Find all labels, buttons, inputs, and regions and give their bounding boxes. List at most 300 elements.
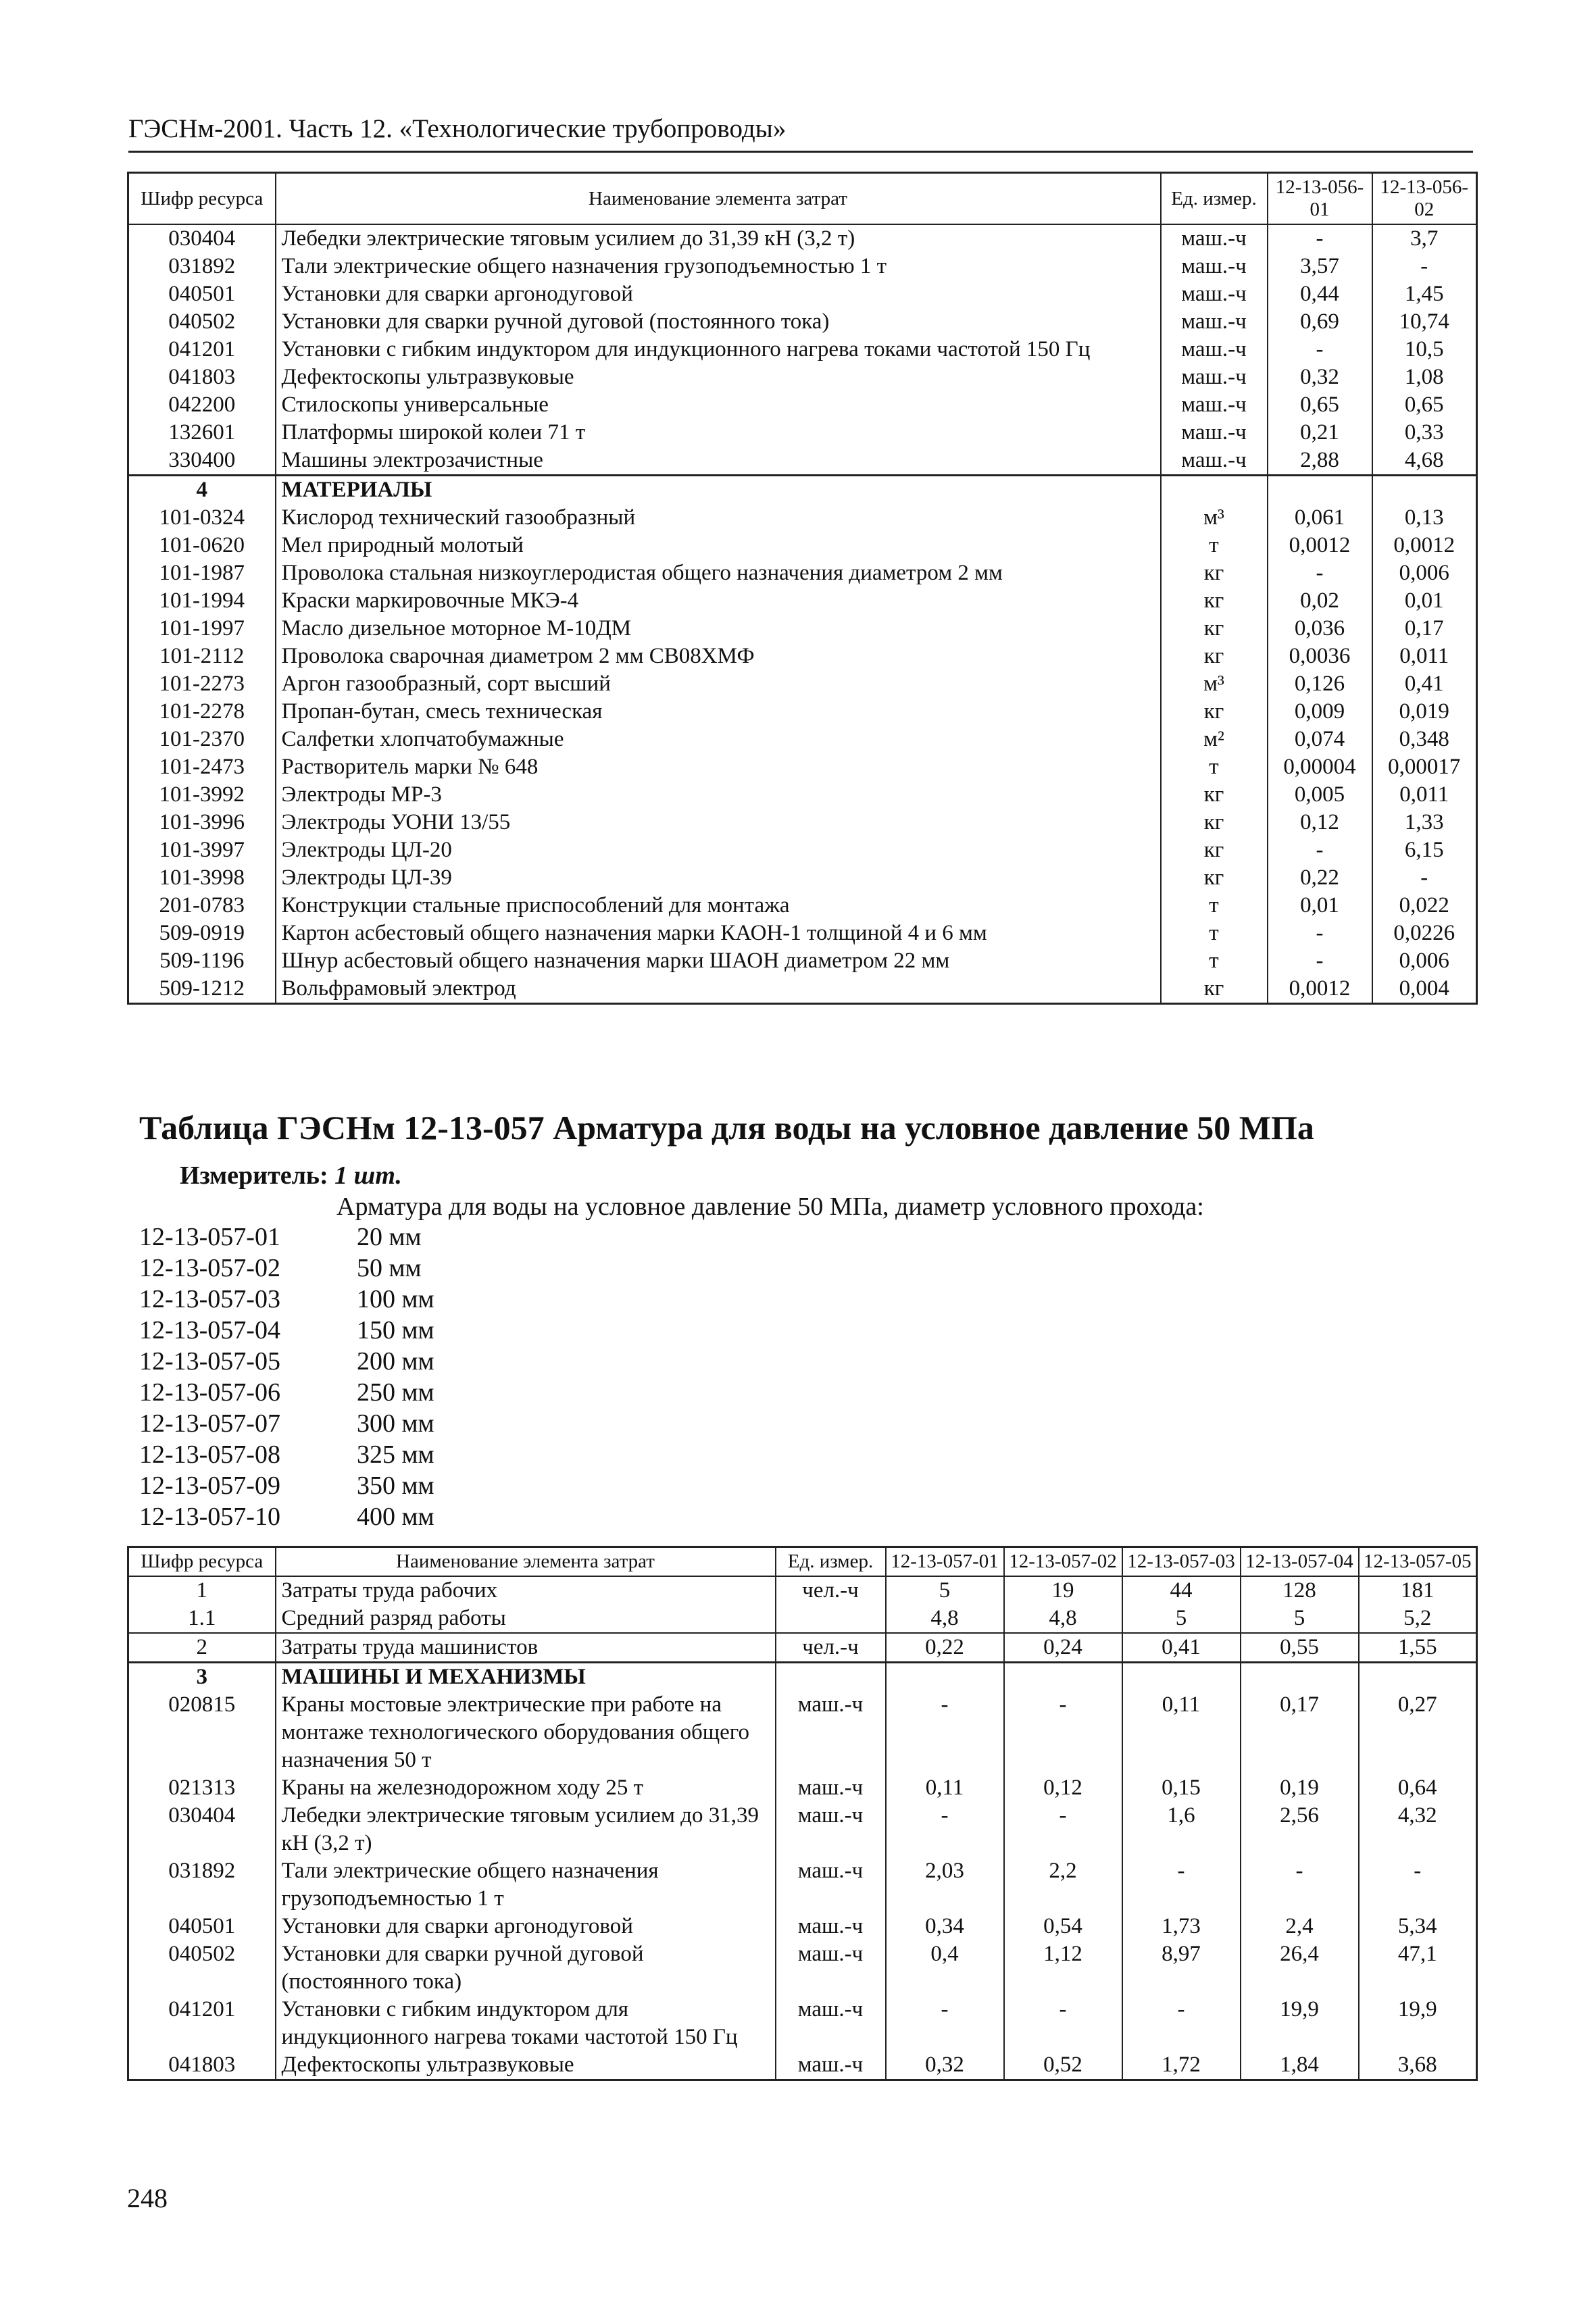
value-056-01: 0,12: [1268, 809, 1372, 836]
variant-item: [139, 1377, 434, 1408]
header-name: Наименование элемента затрат: [276, 1547, 776, 1577]
value-057-01: 0,4: [886, 1940, 1004, 1996]
header-code: Шифр ресурса: [128, 1547, 276, 1577]
unit: маш.-ч: [776, 1691, 886, 1774]
unit: чел.-ч: [776, 1576, 886, 1605]
value-057-04: 128: [1241, 1576, 1359, 1605]
empty-cell: [1372, 476, 1477, 505]
value-057-04: 0,19: [1241, 1774, 1359, 1802]
value-057-05: -: [1359, 1857, 1477, 1913]
unit: м²: [1161, 726, 1268, 753]
unit: маш.-ч: [776, 1857, 886, 1913]
variant-item: [139, 1501, 434, 1532]
unit: маш.-ч: [1161, 336, 1268, 363]
resource-code: 040502: [128, 1940, 276, 1996]
unit: м³: [1161, 670, 1268, 698]
value-057-03: 1,72: [1122, 2051, 1241, 2080]
value-056-01: 0,69: [1268, 308, 1372, 336]
value-056-01: 0,32: [1268, 363, 1372, 391]
value-057-04: 2,4: [1241, 1913, 1359, 1940]
value-056-01: -: [1268, 224, 1372, 253]
resource-code: 101-3997: [128, 836, 276, 864]
table-body: [128, 1576, 1477, 2080]
value-057-04: 1,84: [1241, 2051, 1359, 2080]
header-col-056-02: 12-13-056-02: [1372, 173, 1477, 225]
unit: кг: [1161, 698, 1268, 726]
value-057-05: 47,1: [1359, 1940, 1477, 1996]
value-056-01: -: [1268, 836, 1372, 864]
header-code: Шифр ресурса: [128, 173, 276, 225]
header-col-057-04: 12-13-057-04: [1241, 1547, 1359, 1577]
variant-intro: Арматура для воды на условное давление 50 МПа, диаметр условного прохода:: [336, 1192, 1204, 1221]
cost-item-name: Дефектоскопы ультразвуковые: [276, 363, 1161, 391]
resource-code: 201-0783: [128, 892, 276, 920]
value-056-02: 0,00017: [1372, 753, 1477, 781]
table-row-grade: [128, 1605, 1477, 1633]
value-057-03: 1,6: [1122, 1802, 1241, 1857]
variant-code: 12-13-057-03: [139, 1285, 280, 1313]
value-056-01: 2,88: [1268, 447, 1372, 476]
value-056-01: 0,0036: [1268, 643, 1372, 670]
cost-item-name: Лебедки электрические тяговым усилием до 31,39 кН (3,2 т): [276, 1802, 776, 1857]
value-056-02: 1,45: [1372, 280, 1477, 308]
cost-item-name: Электроды ЦЛ-20: [276, 836, 1161, 864]
resource-table-056: [127, 172, 1478, 1005]
resource-code: 042200: [128, 391, 276, 419]
table-row: [128, 447, 1477, 476]
resource-table-057: [127, 1546, 1478, 2081]
value-057-01: 0,22: [886, 1633, 1004, 1663]
cost-item-name: Затраты труда рабочих: [276, 1576, 776, 1605]
cost-item-name: Аргон газообразный, сорт высший: [276, 670, 1161, 698]
value-056-02: 10,74: [1372, 308, 1477, 336]
unit: [776, 1605, 886, 1633]
variant-code: 12-13-057-06: [139, 1378, 280, 1407]
variant-size: 325 мм: [357, 1440, 434, 1469]
unit: маш.-ч: [776, 1996, 886, 2051]
value-057-04: 0,17: [1241, 1691, 1359, 1774]
header-col-057-01: 12-13-057-01: [886, 1547, 1004, 1577]
resource-code: 041201: [128, 336, 276, 363]
value-057-03: 44: [1122, 1576, 1241, 1605]
value-057-02: 0,24: [1004, 1633, 1122, 1663]
unit: т: [1161, 892, 1268, 920]
unit: маш.-ч: [776, 1940, 886, 1996]
variant-code: 12-13-057-07: [139, 1409, 280, 1438]
unit: маш.-ч: [1161, 447, 1268, 476]
value-056-02: 0,13: [1372, 504, 1477, 532]
variant-code: 12-13-057-02: [139, 1254, 280, 1282]
cost-item-name: Стилоскопы универсальные: [276, 391, 1161, 419]
table-row: [128, 975, 1477, 1004]
value-056-02: 0,004: [1372, 975, 1477, 1004]
cost-item-name: Растворитель марки № 648: [276, 753, 1161, 781]
cost-item-name: Вольфрамовый электрод: [276, 975, 1161, 1004]
value-057-03: -: [1122, 1857, 1241, 1913]
cost-item-name: Установки с гибким индуктором для индукционного нагрева токами частотой 150 Гц: [276, 336, 1161, 363]
cost-item-name: Электроды УОНИ 13/55: [276, 809, 1161, 836]
table-row: [128, 1857, 1477, 1913]
resource-code: 101-0620: [128, 532, 276, 559]
cost-item-name: Лебедки электрические тяговым усилием до 31,39 кН (3,2 т): [276, 224, 1161, 253]
table-row: [128, 336, 1477, 363]
table-row: [128, 1774, 1477, 1802]
table-row: [128, 947, 1477, 975]
resource-code: 101-3998: [128, 864, 276, 892]
resource-code: 1: [128, 1576, 276, 1605]
unit: кг: [1161, 864, 1268, 892]
unit: маш.-ч: [1161, 253, 1268, 280]
resource-code: 101-1997: [128, 615, 276, 643]
value-057-02: 2,2: [1004, 1857, 1122, 1913]
value-056-02: 0,006: [1372, 559, 1477, 587]
header-unit: Ед. измер.: [776, 1547, 886, 1577]
cost-item-name: Краны мостовые электрические при работе на монтаже технологического оборудования общего назначения 50 т: [276, 1691, 776, 1774]
value-057-04: -: [1241, 1857, 1359, 1913]
value-057-04: 19,9: [1241, 1996, 1359, 2051]
value-057-01: 4,8: [886, 1605, 1004, 1633]
unit: маш.-ч: [776, 2051, 886, 2080]
unit: кг: [1161, 615, 1268, 643]
cost-item-name: Краны на железнодорожном ходу 25 т: [276, 1774, 776, 1802]
cost-item-name: Салфетки хлопчатобумажные: [276, 726, 1161, 753]
empty-cell: [1161, 476, 1268, 505]
variant-item: [139, 1253, 434, 1284]
resource-code: 031892: [128, 1857, 276, 1913]
value-056-01: 3,57: [1268, 253, 1372, 280]
header-name: Наименование элемента затрат: [276, 173, 1161, 225]
resource-code: 041201: [128, 1996, 276, 2051]
unit: м³: [1161, 504, 1268, 532]
resource-code: 101-2112: [128, 643, 276, 670]
cost-item-name: Тали электрические общего назначения грузоподъемностью 1 т: [276, 1857, 776, 1913]
table-row: [128, 224, 1477, 253]
table-row: [128, 504, 1477, 532]
value-056-02: -: [1372, 253, 1477, 280]
value-056-01: -: [1268, 920, 1372, 947]
empty-cell: [1268, 476, 1372, 505]
value-056-02: 0,022: [1372, 892, 1477, 920]
variant-code: 12-13-057-08: [139, 1440, 280, 1469]
cost-item-name: Проволока стальная низкоуглеродистая общего назначения диаметром 2 мм: [276, 559, 1161, 587]
section-title: МАТЕРИАЛЫ: [276, 476, 1161, 505]
resource-code: 031892: [128, 253, 276, 280]
unit: т: [1161, 753, 1268, 781]
unit: маш.-ч: [1161, 224, 1268, 253]
resource-code: 509-1196: [128, 947, 276, 975]
resource-code: 040502: [128, 308, 276, 336]
value-056-01: 0,061: [1268, 504, 1372, 532]
unit: кг: [1161, 836, 1268, 864]
cost-item-name: Кислород технический газообразный: [276, 504, 1161, 532]
resource-code: 101-3992: [128, 781, 276, 809]
variant-item: [139, 1315, 434, 1346]
variant-code: 12-13-057-05: [139, 1347, 280, 1376]
value-056-02: -: [1372, 864, 1477, 892]
value-057-05: 19,9: [1359, 1996, 1477, 2051]
variant-size: 150 мм: [357, 1316, 434, 1344]
measure-line: [180, 1161, 402, 1190]
value-057-03: 0,15: [1122, 1774, 1241, 1802]
unit: т: [1161, 920, 1268, 947]
cost-item-name: Тали электрические общего назначения грузоподъемностью 1 т: [276, 253, 1161, 280]
value-057-05: 0,64: [1359, 1774, 1477, 1802]
value-056-02: 1,08: [1372, 363, 1477, 391]
header-col-057-03: 12-13-057-03: [1122, 1547, 1241, 1577]
unit: маш.-ч: [776, 1802, 886, 1857]
resource-code: 101-3996: [128, 809, 276, 836]
value-057-01: 2,03: [886, 1857, 1004, 1913]
empty-cell: [776, 1663, 886, 1692]
unit: кг: [1161, 809, 1268, 836]
table-row: [128, 781, 1477, 809]
table-row: [128, 836, 1477, 864]
value-056-01: 0,00004: [1268, 753, 1372, 781]
value-057-02: -: [1004, 1996, 1122, 2051]
cost-item-name: Дефектоскопы ультразвуковые: [276, 2051, 776, 2080]
variant-code: 12-13-057-04: [139, 1316, 280, 1344]
header-col-057-02: 12-13-057-02: [1004, 1547, 1122, 1577]
value-056-01: 0,074: [1268, 726, 1372, 753]
unit: кг: [1161, 643, 1268, 670]
value-056-02: 0,17: [1372, 615, 1477, 643]
unit: маш.-ч: [776, 1774, 886, 1802]
value-056-01: 0,009: [1268, 698, 1372, 726]
cost-item-name: Краски маркировочные МКЭ-4: [276, 587, 1161, 615]
resource-code: 101-2473: [128, 753, 276, 781]
value-057-04: 0,55: [1241, 1633, 1359, 1663]
table-body: [128, 224, 1477, 1004]
table-row: [128, 253, 1477, 280]
section-title: МАШИНЫ И МЕХАНИЗМЫ: [276, 1663, 776, 1692]
cost-item-name: Электроды ЦЛ-39: [276, 864, 1161, 892]
value-056-01: 0,0012: [1268, 975, 1372, 1004]
cost-item-name: Проволока сварочная диаметром 2 мм СВ08ХМФ: [276, 643, 1161, 670]
cost-item-name: Мел природный молотый: [276, 532, 1161, 559]
unit: кг: [1161, 975, 1268, 1004]
table-title: Таблица ГЭСНм 12-13-057 Арматура для воды на условное давление 50 МПа: [139, 1109, 1314, 1147]
table-row: [128, 532, 1477, 559]
table-row: [128, 864, 1477, 892]
value-056-01: 0,01: [1268, 892, 1372, 920]
value-057-05: 4,32: [1359, 1802, 1477, 1857]
value-057-05: 3,68: [1359, 2051, 1477, 2080]
value-057-05: 1,55: [1359, 1633, 1477, 1663]
value-057-04: 26,4: [1241, 1940, 1359, 1996]
value-057-03: 0,41: [1122, 1633, 1241, 1663]
empty-cell: [1241, 1663, 1359, 1692]
value-057-02: -: [1004, 1691, 1122, 1774]
unit: маш.-ч: [1161, 280, 1268, 308]
value-056-01: 0,005: [1268, 781, 1372, 809]
value-056-02: 10,5: [1372, 336, 1477, 363]
value-057-02: 0,54: [1004, 1913, 1122, 1940]
resource-code: 101-2278: [128, 698, 276, 726]
variant-code: 12-13-057-01: [139, 1223, 280, 1251]
value-057-01: -: [886, 1996, 1004, 2051]
value-057-02: 1,12: [1004, 1940, 1122, 1996]
resource-code: 030404: [128, 224, 276, 253]
value-057-03: 5: [1122, 1605, 1241, 1633]
resource-code: 2: [128, 1633, 276, 1663]
header-col-057-05: 12-13-057-05: [1359, 1547, 1477, 1577]
variant-size: 400 мм: [357, 1503, 434, 1531]
table-row: [128, 1691, 1477, 1774]
table-row: [128, 559, 1477, 587]
cost-item-name: Конструкции стальные приспособлений для монтажа: [276, 892, 1161, 920]
page-number: 248: [127, 2183, 168, 2213]
value-056-01: -: [1268, 336, 1372, 363]
value-056-01: 0,22: [1268, 864, 1372, 892]
table-row: [128, 308, 1477, 336]
table-row: [128, 615, 1477, 643]
table-row: [128, 280, 1477, 308]
variant-size: 300 мм: [357, 1409, 434, 1438]
value-056-02: 0,011: [1372, 781, 1477, 809]
resource-code: 132601: [128, 419, 276, 447]
value-056-02: 3,7: [1372, 224, 1477, 253]
header-unit: Ед. измер.: [1161, 173, 1268, 225]
unit: кг: [1161, 559, 1268, 587]
variant-size: 100 мм: [357, 1285, 434, 1313]
unit: кг: [1161, 781, 1268, 809]
cost-item-name: Установки для сварки ручной дуговой (постоянного тока): [276, 1940, 776, 1996]
empty-cell: [886, 1663, 1004, 1692]
resource-code: 101-1987: [128, 559, 276, 587]
unit: маш.-ч: [1161, 308, 1268, 336]
value-057-03: 0,11: [1122, 1691, 1241, 1774]
value-056-01: 0,02: [1268, 587, 1372, 615]
value-056-01: -: [1268, 559, 1372, 587]
value-057-01: 5: [886, 1576, 1004, 1605]
value-056-01: 0,65: [1268, 391, 1372, 419]
value-056-02: 0,011: [1372, 643, 1477, 670]
value-057-01: -: [886, 1802, 1004, 1857]
resource-code: 509-0919: [128, 920, 276, 947]
variant-item: [139, 1346, 434, 1377]
value-057-05: 181: [1359, 1576, 1477, 1605]
table-row: [128, 419, 1477, 447]
table-header-row: [128, 173, 1477, 225]
section-code: 3: [128, 1663, 276, 1692]
cost-item-name: Установки для сварки аргонодуговой: [276, 280, 1161, 308]
empty-cell: [1359, 1663, 1477, 1692]
variant-item: [139, 1408, 434, 1439]
value-056-02: 0,01: [1372, 587, 1477, 615]
value-056-02: 0,33: [1372, 419, 1477, 447]
table-row: [128, 726, 1477, 753]
resource-code: 040501: [128, 1913, 276, 1940]
value-056-02: 0,006: [1372, 947, 1477, 975]
table-row: [128, 1802, 1477, 1857]
table-row: [128, 698, 1477, 726]
value-057-01: 0,11: [886, 1774, 1004, 1802]
value-057-02: 0,12: [1004, 1774, 1122, 1802]
value-056-02: 0,41: [1372, 670, 1477, 698]
value-057-05: 0,27: [1359, 1691, 1477, 1774]
cost-item-name: Затраты труда машинистов: [276, 1633, 776, 1663]
value-056-02: 0,0226: [1372, 920, 1477, 947]
value-056-01: 0,0012: [1268, 532, 1372, 559]
table-row: [128, 391, 1477, 419]
section-row-materials: [128, 476, 1477, 505]
cost-item-name: Платформы широкой колеи 71 т: [276, 419, 1161, 447]
table-row-machinist: [128, 1633, 1477, 1663]
resource-code: 041803: [128, 363, 276, 391]
variant-item: [139, 1222, 434, 1253]
value-056-02: 0,019: [1372, 698, 1477, 726]
value-057-03: 1,73: [1122, 1913, 1241, 1940]
variant-size: 200 мм: [357, 1347, 434, 1376]
section-row-machines: [128, 1663, 1477, 1692]
empty-cell: [1004, 1663, 1122, 1692]
value-057-01: 0,34: [886, 1913, 1004, 1940]
resource-code: 020815: [128, 1691, 276, 1774]
table-row-labor: [128, 1576, 1477, 1605]
value-057-03: 8,97: [1122, 1940, 1241, 1996]
variant-size: 350 мм: [357, 1472, 434, 1500]
table-row: [128, 2051, 1477, 2080]
unit: чел.-ч: [776, 1633, 886, 1663]
header-col-056-01: 12-13-056-01: [1268, 173, 1372, 225]
unit: маш.-ч: [1161, 363, 1268, 391]
value-056-01: 0,036: [1268, 615, 1372, 643]
table-row: [128, 670, 1477, 698]
value-056-02: 0,0012: [1372, 532, 1477, 559]
table-header-row: [128, 1547, 1477, 1577]
resource-code: 509-1212: [128, 975, 276, 1004]
resource-code: 101-0324: [128, 504, 276, 532]
cost-item-name: Картон асбестовый общего назначения марки КАОН-1 толщиной 4 и 6 мм: [276, 920, 1161, 947]
value-057-05: 5,34: [1359, 1913, 1477, 1940]
cost-item-name: Пропан-бутан, смесь техническая: [276, 698, 1161, 726]
variant-code: 12-13-057-09: [139, 1472, 280, 1500]
section-code: 4: [128, 476, 276, 505]
value-056-01: -: [1268, 947, 1372, 975]
variant-size: 20 мм: [357, 1223, 422, 1251]
value-056-01: 0,21: [1268, 419, 1372, 447]
resource-code: 330400: [128, 447, 276, 476]
cost-item-name: Электроды МР-3: [276, 781, 1161, 809]
resource-code: 030404: [128, 1802, 276, 1857]
value-056-02: 1,33: [1372, 809, 1477, 836]
value-056-01: 0,44: [1268, 280, 1372, 308]
resource-code: 041803: [128, 2051, 276, 2080]
value-056-02: 0,65: [1372, 391, 1477, 419]
cost-item-name: Установки для сварки ручной дуговой (постоянного тока): [276, 308, 1161, 336]
cost-item-name: Средний разряд работы: [276, 1605, 776, 1633]
variant-item: [139, 1439, 434, 1470]
unit: т: [1161, 947, 1268, 975]
table-row: [128, 1996, 1477, 2051]
table-row: [128, 1913, 1477, 1940]
value-057-01: 0,32: [886, 2051, 1004, 2080]
value-056-02: 4,68: [1372, 447, 1477, 476]
resource-code: 101-2273: [128, 670, 276, 698]
table-row: [128, 809, 1477, 836]
resource-code: 1.1: [128, 1605, 276, 1633]
value-057-03: -: [1122, 1996, 1241, 2051]
value-056-02: 0,348: [1372, 726, 1477, 753]
table-row: [128, 363, 1477, 391]
unit: кг: [1161, 587, 1268, 615]
resource-code: 021313: [128, 1774, 276, 1802]
value-057-02: 0,52: [1004, 2051, 1122, 2080]
unit: маш.-ч: [776, 1913, 886, 1940]
value-057-02: 19: [1004, 1576, 1122, 1605]
value-057-04: 5: [1241, 1605, 1359, 1633]
empty-cell: [1122, 1663, 1241, 1692]
